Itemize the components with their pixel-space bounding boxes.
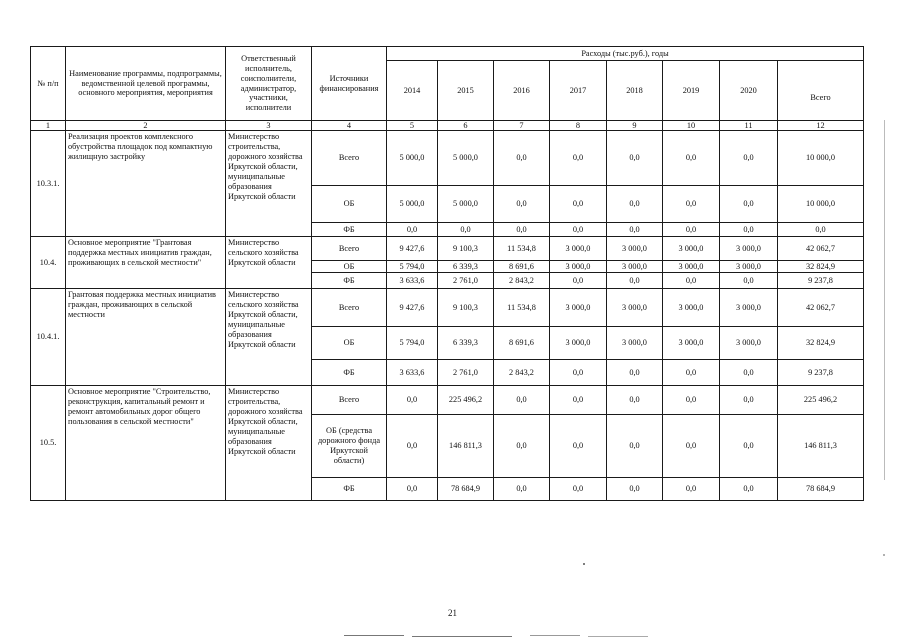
funding-source: ОБ (средства дорожного фонда Иркутской области) — [312, 415, 387, 478]
value-cell: 32 824,9 — [778, 327, 864, 360]
row-number: 10.3.1. — [31, 131, 66, 237]
value-cell: 0,0 — [607, 478, 663, 501]
value-cell: 3 633,6 — [387, 273, 438, 289]
column-number: 8 — [550, 121, 607, 131]
program-name: Основное мероприятие "Грантовая поддержка местных инициатив граждан, проживающих в сельской местности" — [66, 237, 226, 289]
value-cell: 3 000,0 — [550, 327, 607, 360]
value-cell: 42 062,7 — [778, 289, 864, 327]
value-cell: 5 000,0 — [387, 131, 438, 186]
scan-artifact-line — [412, 636, 512, 637]
year-header: 2019 — [663, 61, 720, 121]
responsible-executor: Министерство сельского хозяйства Иркутской области, муниципальные образования Иркутской области — [226, 289, 312, 386]
value-cell: 0,0 — [720, 478, 778, 501]
value-cell: 9 427,6 — [387, 237, 438, 261]
value-cell: 0,0 — [494, 415, 550, 478]
value-cell: 6 339,3 — [438, 327, 494, 360]
value-cell: 3 000,0 — [607, 237, 663, 261]
value-cell: 0,0 — [778, 223, 864, 237]
value-cell: 0,0 — [663, 186, 720, 223]
scan-edge-line — [884, 120, 885, 480]
value-cell: 3 000,0 — [607, 327, 663, 360]
value-cell: 0,0 — [550, 478, 607, 501]
value-cell: 5 000,0 — [387, 186, 438, 223]
value-cell: 8 691,6 — [494, 327, 550, 360]
column-number: 4 — [312, 121, 387, 131]
value-cell: 0,0 — [550, 415, 607, 478]
value-cell: 10 000,0 — [778, 131, 864, 186]
value-cell: 0,0 — [550, 223, 607, 237]
funding-source: Всего — [312, 131, 387, 186]
value-cell: 0,0 — [720, 386, 778, 415]
value-cell: 9 100,3 — [438, 289, 494, 327]
program-name: Грантовая поддержка местных инициатив граждан, проживающих в сельской местности — [66, 289, 226, 386]
value-cell: 3 000,0 — [720, 327, 778, 360]
value-cell: 3 000,0 — [663, 261, 720, 273]
value-cell: 0,0 — [550, 360, 607, 386]
funding-source: ОБ — [312, 261, 387, 273]
year-header: 2016 — [494, 61, 550, 121]
value-cell: 0,0 — [438, 223, 494, 237]
value-cell: 3 000,0 — [663, 327, 720, 360]
funding-source: ОБ — [312, 186, 387, 223]
row-number: 10.4.1. — [31, 289, 66, 386]
responsible-executor: Министерство сельского хозяйства Иркутской области — [226, 237, 312, 289]
scan-artifact-line — [588, 636, 648, 637]
budget-table — [30, 46, 864, 501]
value-cell: 0,0 — [387, 386, 438, 415]
year-header: 2018 — [607, 61, 663, 121]
year-header: 2020 — [720, 61, 778, 121]
value-cell: 3 000,0 — [663, 237, 720, 261]
value-cell: 0,0 — [550, 186, 607, 223]
value-cell: 8 691,6 — [494, 261, 550, 273]
value-cell: 0,0 — [607, 186, 663, 223]
row-number: 10.4. — [31, 237, 66, 289]
value-cell: 3 633,6 — [387, 360, 438, 386]
value-cell: 225 496,2 — [438, 386, 494, 415]
funding-source: Всего — [312, 289, 387, 327]
column-number-row — [31, 121, 864, 131]
value-cell: 3 000,0 — [607, 261, 663, 273]
value-cell: 9 237,8 — [778, 273, 864, 289]
year-header: 2017 — [550, 61, 607, 121]
value-cell: 0,0 — [720, 415, 778, 478]
value-cell: 3 000,0 — [720, 237, 778, 261]
value-cell: 0,0 — [663, 415, 720, 478]
value-cell: 10 000,0 — [778, 186, 864, 223]
value-cell: 0,0 — [387, 415, 438, 478]
value-cell: 0,0 — [607, 223, 663, 237]
value-cell: 0,0 — [550, 386, 607, 415]
column-number: 2 — [66, 121, 226, 131]
value-cell: 0,0 — [663, 386, 720, 415]
value-cell: 0,0 — [494, 478, 550, 501]
value-cell: 42 062,7 — [778, 237, 864, 261]
value-cell: 146 811,3 — [778, 415, 864, 478]
value-cell: 2 761,0 — [438, 360, 494, 386]
funding-source: ФБ — [312, 478, 387, 501]
value-cell: 0,0 — [494, 131, 550, 186]
funding-source: ФБ — [312, 360, 387, 386]
value-cell: 0,0 — [720, 131, 778, 186]
funding-source: Всего — [312, 237, 387, 261]
value-cell: 5 794,0 — [387, 261, 438, 273]
program-name: Основное мероприятие "Строительство, реконструкция, капитальный ремонт и ремонт автомобильных дорог общего пользования в сельской местности" — [66, 386, 226, 501]
column-number: 7 — [494, 121, 550, 131]
value-cell: 3 000,0 — [550, 237, 607, 261]
value-cell: 2 843,2 — [494, 360, 550, 386]
value-cell: 5 000,0 — [438, 186, 494, 223]
scan-speck — [883, 554, 885, 556]
table-row — [31, 237, 864, 261]
value-cell: 0,0 — [720, 223, 778, 237]
value-cell: 2 843,2 — [494, 273, 550, 289]
value-cell: 0,0 — [494, 223, 550, 237]
value-cell: 9 237,8 — [778, 360, 864, 386]
table-row — [31, 289, 864, 327]
value-cell: 3 000,0 — [550, 289, 607, 327]
value-cell: 32 824,9 — [778, 261, 864, 273]
value-cell: 0,0 — [607, 360, 663, 386]
value-cell: 3 000,0 — [720, 261, 778, 273]
header-name: Наименование программы, подпрограммы, ведомственной целевой программы, основного мероприятия, мероприятия — [66, 47, 226, 121]
value-cell: 0,0 — [663, 273, 720, 289]
scan-artifact-line — [530, 635, 580, 636]
value-cell: 0,0 — [494, 186, 550, 223]
column-number: 5 — [387, 121, 438, 131]
value-cell: 6 339,3 — [438, 261, 494, 273]
value-cell: 0,0 — [720, 360, 778, 386]
value-cell: 0,0 — [720, 186, 778, 223]
value-cell: 5 000,0 — [438, 131, 494, 186]
header-row-top — [31, 47, 864, 61]
value-cell: 11 534,8 — [494, 237, 550, 261]
value-cell: 9 427,6 — [387, 289, 438, 327]
value-cell: 0,0 — [387, 478, 438, 501]
table-row — [31, 131, 864, 186]
value-cell: 0,0 — [607, 386, 663, 415]
program-name: Реализация проектов комплексного обустройства площадок под компактную жилищную застройку — [66, 131, 226, 237]
funding-source: Всего — [312, 386, 387, 415]
funding-source: ОБ — [312, 327, 387, 360]
column-number: 1 — [31, 121, 66, 131]
header-sources: Источники финансирования — [312, 47, 387, 121]
value-cell: 0,0 — [607, 415, 663, 478]
value-cell: 3 000,0 — [607, 289, 663, 327]
value-cell: 0,0 — [720, 273, 778, 289]
table-row — [31, 386, 864, 415]
value-cell: 0,0 — [663, 478, 720, 501]
value-cell: 225 496,2 — [778, 386, 864, 415]
value-cell: 9 100,3 — [438, 237, 494, 261]
column-number: 9 — [607, 121, 663, 131]
value-cell: 146 811,3 — [438, 415, 494, 478]
column-number: 3 — [226, 121, 312, 131]
header-num: № п/п — [31, 47, 66, 121]
column-number: 12 — [778, 121, 864, 131]
total-header: Всего — [778, 61, 864, 121]
value-cell: 3 000,0 — [550, 261, 607, 273]
scan-speck — [583, 563, 585, 565]
value-cell: 3 000,0 — [663, 289, 720, 327]
scan-artifact-line — [344, 635, 404, 636]
header-expenses: Расходы (тыс.руб.), годы — [387, 47, 864, 61]
value-cell: 3 000,0 — [720, 289, 778, 327]
funding-source: ФБ — [312, 273, 387, 289]
value-cell: 0,0 — [663, 223, 720, 237]
value-cell: 11 534,8 — [494, 289, 550, 327]
column-number: 11 — [720, 121, 778, 131]
value-cell: 0,0 — [550, 131, 607, 186]
value-cell: 78 684,9 — [778, 478, 864, 501]
value-cell: 0,0 — [663, 360, 720, 386]
value-cell: 0,0 — [607, 273, 663, 289]
value-cell: 0,0 — [663, 131, 720, 186]
row-number: 10.5. — [31, 386, 66, 501]
funding-source: ФБ — [312, 223, 387, 237]
value-cell: 0,0 — [387, 223, 438, 237]
value-cell: 78 684,9 — [438, 478, 494, 501]
value-cell: 2 761,0 — [438, 273, 494, 289]
value-cell: 0,0 — [494, 386, 550, 415]
header-responsible: Ответственный исполнитель, соисполнители, администратор, участники, исполнители — [226, 47, 312, 121]
year-header: 2015 — [438, 61, 494, 121]
responsible-executor: Министерство строительства, дорожного хозяйства Иркутской области, муниципальные образования Иркутской области — [226, 131, 312, 237]
value-cell: 5 794,0 — [387, 327, 438, 360]
column-number: 6 — [438, 121, 494, 131]
responsible-executor: Министерство строительства, дорожного хозяйства Иркутской области, муниципальные образования Иркутской области — [226, 386, 312, 501]
value-cell: 0,0 — [607, 131, 663, 186]
page-number: 21 — [448, 608, 457, 618]
column-number: 10 — [663, 121, 720, 131]
year-header: 2014 — [387, 61, 438, 121]
value-cell: 0,0 — [550, 273, 607, 289]
